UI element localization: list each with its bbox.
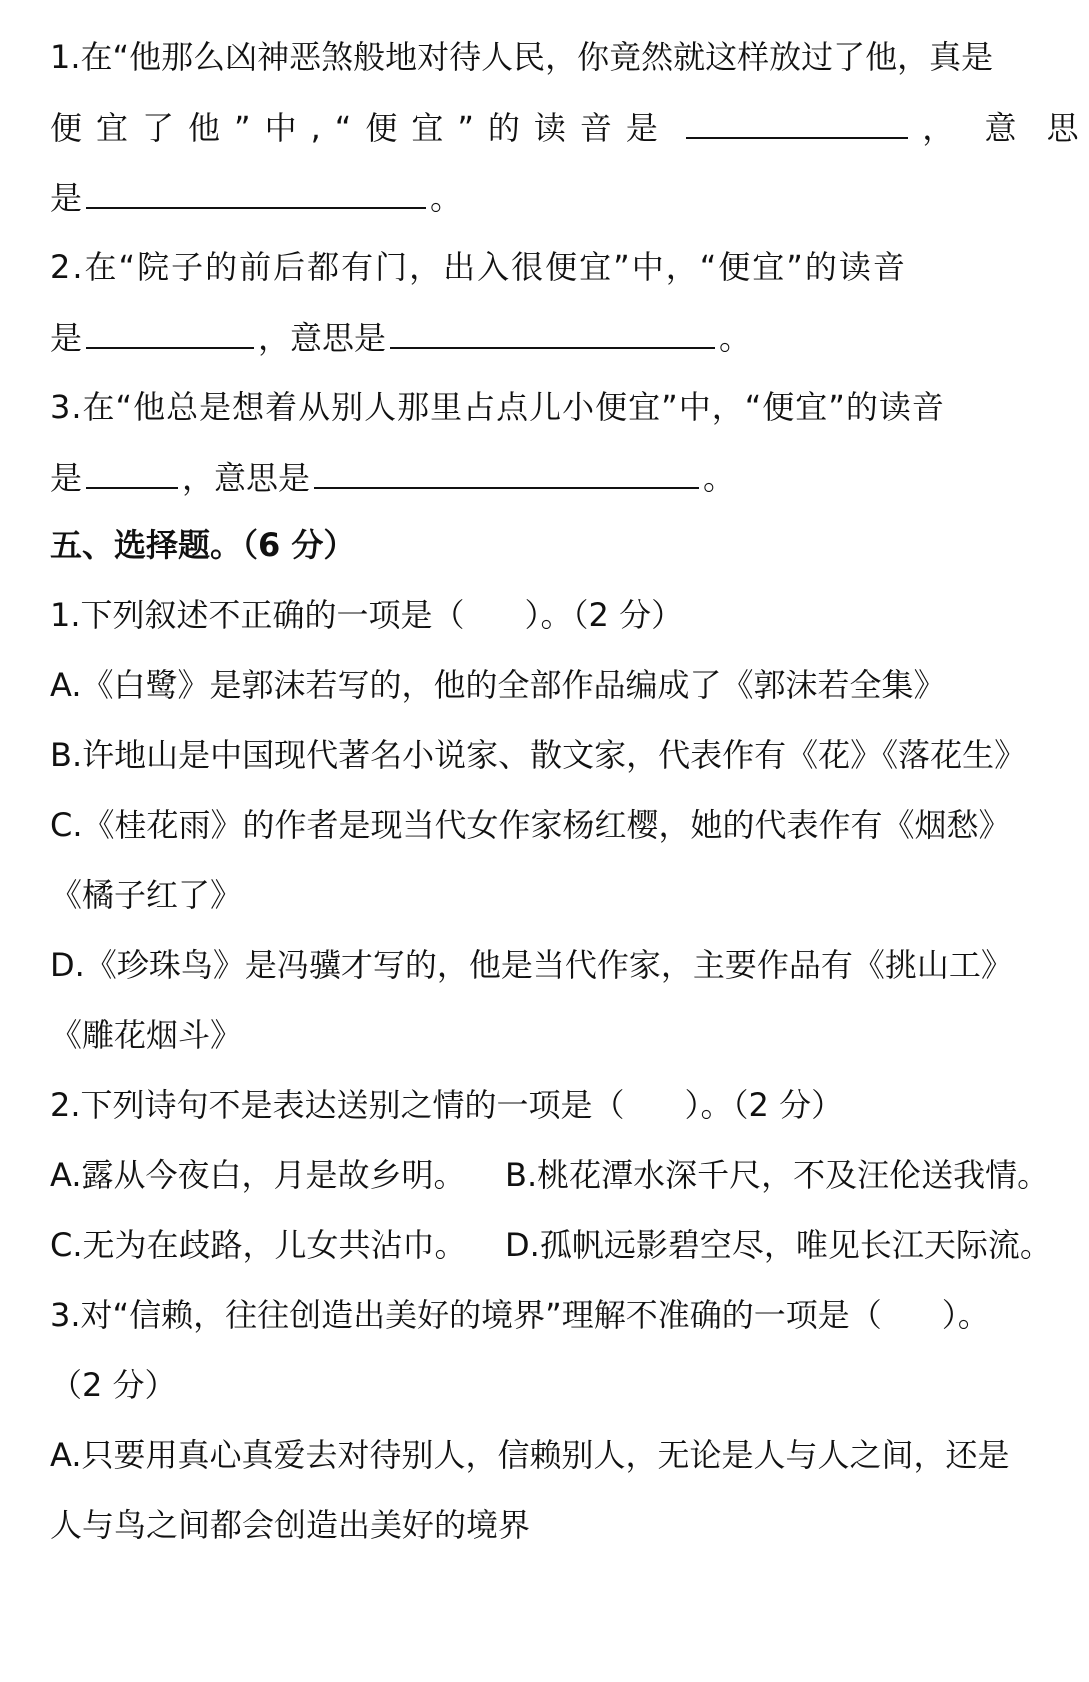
fill-q2-line2: [50, 307, 1040, 367]
choice-q1-stem-a: 1.下列叙述不正确的一项是（: [50, 596, 465, 634]
choice-q3-option-a-text: A.只要用真心真爱去对待别人，信赖别人，无论是人与人之间，还是: [50, 1436, 1010, 1474]
fill-q2-meaning-blank[interactable]: [390, 307, 715, 349]
choice-q3-points: [50, 1355, 1040, 1415]
fill-q2-reading-blank[interactable]: [86, 307, 254, 349]
choice-q1-option-b: [50, 725, 1040, 785]
choice-q1-option-d-text: D.《珍珠鸟》是冯骥才写的，他是当代作家，主要作品有《挑山工》: [50, 946, 1013, 984]
choice-q1-option-a-text: A.《白鹭》是郭沫若写的，他的全部作品编成了《郭沫若全集》: [50, 666, 946, 704]
section-title-text: 五、选择题。（6 分）: [50, 526, 356, 564]
choice-q3-option-a: [50, 1425, 1040, 1485]
choice-q2-stem-a: 2.下列诗句不是表达送别之情的一项是（: [50, 1086, 625, 1124]
choice-q1-option-c-text-2: 《橘子红了》: [50, 876, 243, 914]
fill-q2-text-2: 是: [50, 319, 83, 357]
fill-q1-line1: [50, 27, 1040, 87]
choice-q1-option-d: [50, 935, 1040, 995]
choice-q2-option-b: B.桃花潭水深千尺，不及汪伦送我情。: [505, 1156, 1050, 1194]
fill-q3-meaning-blank[interactable]: [314, 447, 699, 489]
fill-q3-line2: [50, 447, 1040, 507]
section-title: [50, 515, 1040, 575]
fill-q3-text-2-end: 。: [703, 459, 736, 497]
choice-q2-row2: [50, 1215, 1052, 1275]
fill-q1-text-3-end: 。: [430, 179, 463, 217]
fill-q1-text-2-end: ， 意 思: [922, 109, 1089, 147]
fill-q1-line3: [50, 167, 1040, 227]
choice-q3-points-text: （2 分）: [50, 1366, 177, 1404]
fill-q2-text-1: 2.在“院子的前后都有门，出入很便宜”中，“便宜”的读音: [50, 248, 907, 286]
fill-q1-text-1: 1.在“他那么凶神恶煞般地对待人民，你竟然就这样放过了他，真是: [50, 38, 994, 76]
choice-q2-option-c: C.无为在歧路，儿女共沾巾。: [50, 1226, 467, 1264]
choice-q3-option-a-cont: [50, 1495, 1040, 1555]
choice-q3-option-a-text-2: 人与鸟之间都会创造出美好的境界: [50, 1506, 531, 1544]
choice-q2-option-d: D.孤帆远影碧空尽，唯见长江天际流。: [505, 1226, 1052, 1264]
fill-q2-text-2-mid: ，意思是: [258, 319, 387, 357]
fill-q3-line1: [50, 377, 1040, 437]
choice-q1-option-d-cont: [50, 1005, 1040, 1065]
fill-q3-text-1: 3.在“他总是想着从别人那里占点儿小便宜”中，“便宜”的读音: [50, 388, 945, 426]
fill-q2-line1: [50, 237, 1040, 297]
fill-q1-reading-blank[interactable]: [686, 97, 908, 139]
choice-q1-stem-b: ）。（2 分）: [524, 596, 684, 634]
choice-q1-stem: [50, 585, 1040, 645]
choice-q1-option-b-text: B.许地山是中国现代著名小说家、散文家，代表作有《花》《落花生》: [50, 736, 1027, 774]
choice-q1-option-c-text: C.《桂花雨》的作者是现当代女作家杨红樱，她的代表作有《烟愁》: [50, 806, 1011, 844]
choice-q1-option-c-cont: [50, 865, 1040, 925]
choice-q2-row1: [50, 1145, 1050, 1205]
choice-q1-option-d-text-2: 《雕花烟斗》: [50, 1016, 243, 1054]
fill-q2-text-2-end: 。: [719, 319, 752, 357]
fill-q1-text-3: 是: [50, 179, 83, 217]
choice-q3-stem-b: ）。: [941, 1296, 990, 1334]
fill-q3-text-2: 是: [50, 459, 83, 497]
choice-q2-option-a: A.露从今夜白，月是故乡明。: [50, 1156, 466, 1194]
fill-q3-reading-blank[interactable]: [86, 447, 178, 489]
choice-q2-stem: [50, 1075, 1040, 1135]
choice-q1-option-c: [50, 795, 1040, 855]
choice-q1-option-a: [50, 655, 1040, 715]
choice-q3-stem: [50, 1285, 1040, 1345]
choice-q3-stem-a: 3.对“信赖，往往创造出美好的境界”理解不准确的一项是（: [50, 1296, 882, 1334]
fill-q3-text-2-mid: ，意思是: [182, 459, 311, 497]
choice-q2-stem-b: ）。（2 分）: [684, 1086, 844, 1124]
fill-q1-line2: [50, 97, 1089, 157]
fill-q1-meaning-blank[interactable]: [86, 167, 426, 209]
fill-q1-text-2: 便宜了他”中,“便宜”的读音是: [50, 109, 672, 147]
